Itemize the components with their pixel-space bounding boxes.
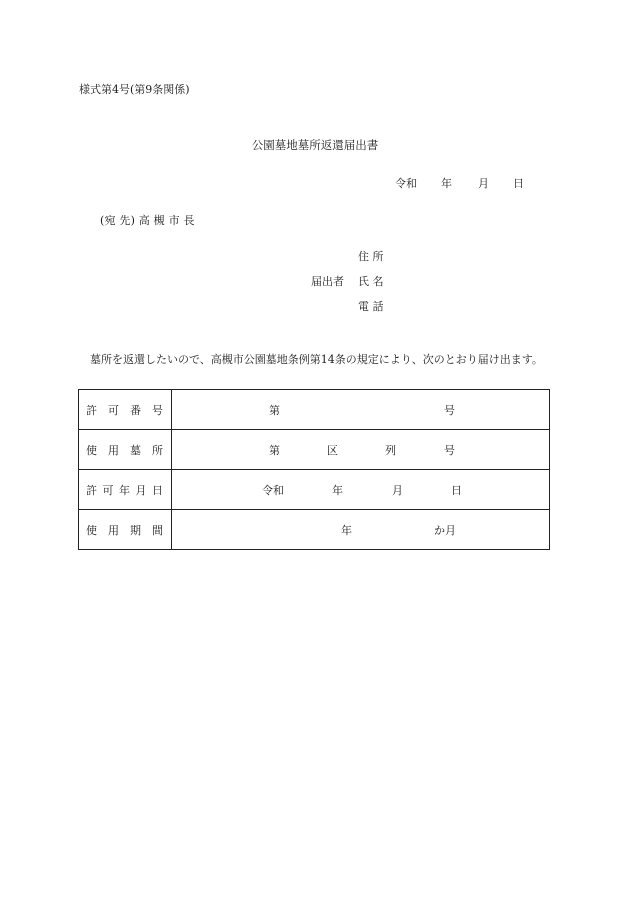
date-month-label: 月: [478, 177, 489, 190]
form-number: 様式第4号(第9条関係): [79, 83, 190, 96]
permit-number-dai: 第: [269, 403, 280, 417]
grave-site-label: 使用墓所: [79, 430, 172, 470]
date-era: 令和: [395, 177, 417, 190]
grave-site-dai: 第: [269, 443, 280, 457]
grave-site-value[interactable]: [172, 430, 550, 470]
date-year-label: 年: [441, 177, 452, 190]
permit-number-go: 号: [444, 403, 455, 417]
grave-site-retsu: 列: [385, 443, 396, 457]
phone-label: 電 話: [358, 300, 384, 313]
usage-period-value[interactable]: [172, 510, 550, 550]
table-row-usage-period: [79, 510, 550, 550]
usage-period-year: 年: [341, 523, 352, 537]
usage-period-month: か月: [434, 523, 456, 537]
body-text: 墓所を返還したいので、高槻市公園墓地条例第14条の規定により、次のとおり届け出ます。: [90, 353, 543, 366]
permit-date-era: 令和: [262, 483, 284, 497]
table-row-permit-date: [79, 470, 550, 510]
addressee: (宛 先) 高 槻 市 長: [100, 214, 195, 227]
permit-number-value[interactable]: [172, 390, 550, 430]
grave-site-go: 号: [444, 443, 455, 457]
permit-date-day: 日: [451, 483, 462, 497]
permit-date-value[interactable]: [172, 470, 550, 510]
grave-site-ku: 区: [327, 443, 338, 457]
permit-number-label: 許可番号: [79, 390, 172, 430]
permit-date-label: 許可年月日: [79, 470, 172, 510]
date-day-label: 日: [513, 177, 524, 190]
document-title: 公園墓地墓所返還届出書: [251, 138, 379, 152]
usage-period-label: 使用期間: [79, 510, 172, 550]
table-row-grave-site: [79, 430, 550, 470]
permit-date-month: 月: [392, 483, 403, 497]
details-table: [78, 389, 550, 550]
name-label: 氏 名: [358, 275, 384, 288]
address-label: 住 所: [358, 250, 384, 263]
filer-label: 届出者: [311, 275, 344, 288]
permit-date-year: 年: [332, 483, 343, 497]
table-row-permit-number: [79, 390, 550, 430]
